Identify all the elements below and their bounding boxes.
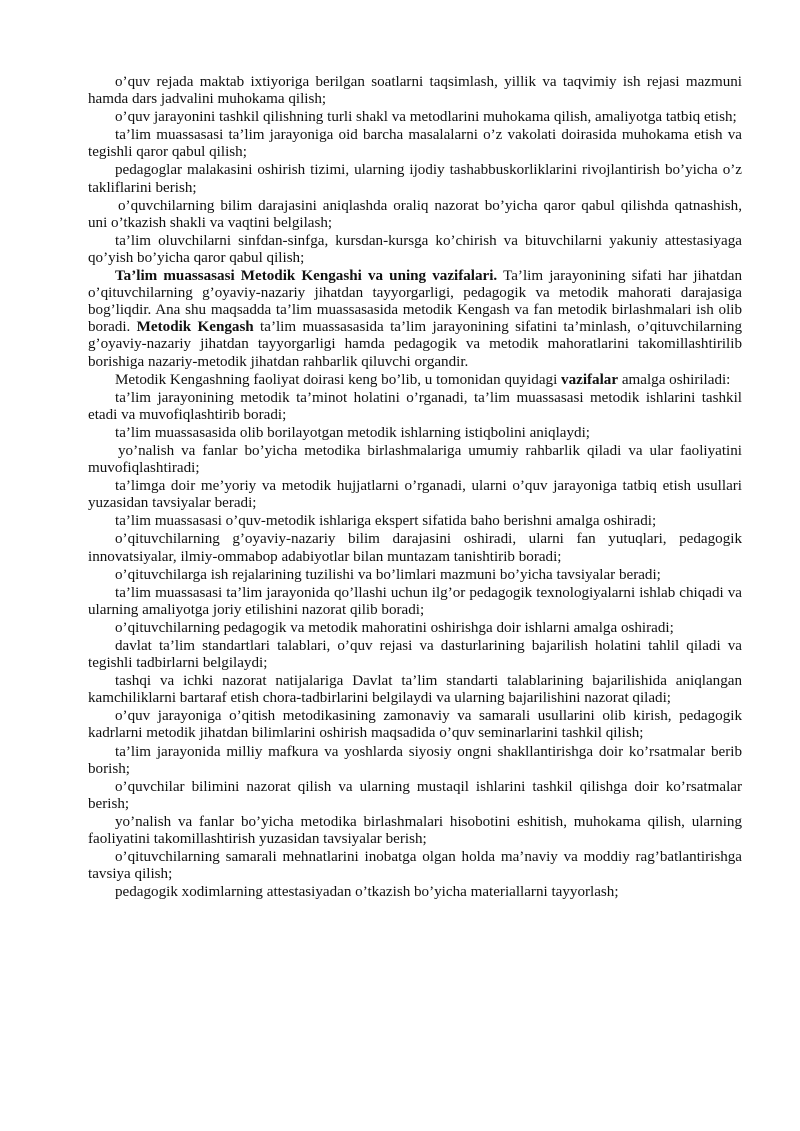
list-item: o’quvchilar bilimini nazorat qilish va ularning mustaqil ishlarini tashkil qilishga doir ko’rsatmalar berish;	[88, 778, 742, 812]
paragraph: pedagoglar malakasini oshirish tizimi, ularning ijodiy tashabbuskorliklarini rivojlantirish bo’yicha o’z takliflarini berish;	[88, 162, 742, 196]
paragraph: o’quv rejada maktab ixtiyoriga berilgan soatlarni taqsimlash, yillik va taqvimiy ish rejasi mazmuni hamda dars jadvalini muhokama qilish;	[88, 74, 742, 108]
paragraph-text: Metodik Kengashning faoliyat doirasi keng bo’lib, u tomonidan quyidagi	[115, 371, 562, 388]
list-item: pedagogik xodimlarning attestasiyadan o’tkazish bo’yicha materiallarni tayyorlash;	[115, 884, 619, 901]
list-item: ta’limga doir me’yoriy va metodik hujjatlarni o’rganadi, ularni o’quv jarayoniga tatbiq etish usullari yuzasidan tavsiyalar beradi;	[88, 478, 742, 512]
paragraph-text: amalga oshiriladi:	[618, 371, 731, 388]
paragraph-text: ta’lim muassasasida ta’lim jarayonining sifatini ta’minlash, o’qituvchilarning g’oyaviy-nazariy jihatdan tayyorgarligi hamda pedagogik va metodik mahoratlarini takomillashtirilib borishiga nazariy-metodik jihatdan rahbarlik qiluvchi organdir.	[88, 319, 742, 370]
list-item: o’quv jarayoniga o’qitish metodikasining zamonaviy va samarali usullarini olib kirish, pedagogik kadrlarni metodik jihatdan bilimlarini oshirish maqsadida o’quv seminarlarini tashkil qilish;	[88, 708, 742, 742]
list-item: ta’lim muassasasida olib borilayotgan metodik ishlarning istiqbolini aniqlaydi;	[115, 424, 590, 441]
list-item: o’qituvchilarga ish rejalarining tuzilishi va bo’limlari mazmuni bo’yicha tavsiyalar beradi;	[115, 566, 661, 583]
paragraph: o’quv jarayonini tashkil qilishning turli shakl va metodlarini muhokama qilish, amaliyotga tatbiq etish;	[115, 109, 737, 126]
paragraph: ta’lim oluvchilarni sinfdan-sinfga, kursdan-kursga ko’chirish va bituvchilarni yakuniy attestasiyaga qo’yish bo’yicha qaror qabul qilish;	[88, 232, 742, 266]
list-item: o’qituvchilarning pedagogik va metodik mahoratini oshirishga doir ishlarni amalga oshiradi;	[115, 619, 674, 636]
list-item: ta’lim muassasasi o’quv-metodik ishlariga ekspert sifatida baho berishni amalga oshiradi;	[115, 513, 657, 530]
list-item: davlat ta’lim standartlari talablari, o’quv rejasi va dasturlarining bajarilish holatini tahlil qiladi va tegishli tadbirlarni belgilaydi;	[88, 638, 742, 672]
paragraph: ta’lim muassasasi ta’lim jarayoniga oid barcha masalalarni o’z vakolati doirasida muhokama etish va tegishli qaror qabul qilish;	[88, 127, 742, 161]
section-heading: Ta’lim muassasasi Metodik Kengashi va uning vazifalari.	[115, 268, 498, 285]
list-item: o’qituvchilarning g’oyaviy-nazariy bilim darajasini oshiradi, ularni fan yutuqlari, pedagogik innovatsiyalar, ilmiy-ommabop adabiyotlar bilan muntazam tanishtirib boradi;	[88, 531, 742, 565]
list-item: o’qituvchilarning samarali mehnatlarini inobatga olgan holda ma’naviy va moddiy rag’batlantirishga tavsiya qilish;	[88, 849, 742, 883]
section-paragraph	[88, 268, 742, 371]
list-item: tashqi va ichki nazorat natijalariga Davlat ta’lim standarti talablarining bajarilishida aniqlangan kamchiliklarni bartaraf etish chora-tadbirlarini belgilaydi va ularning bajarilishini nazorat qiladi;	[88, 673, 742, 707]
list-item: yo’nalish va fanlar bo’yicha metodika birlashmalari hisobotini eshitish, muhokama qilish, ularning faoliyatini takomillashtirish yuzasidan tavsiyalar berish;	[88, 813, 742, 848]
key-term: Metodik Kengash	[136, 319, 254, 336]
document-page	[88, 74, 742, 902]
list-item: ta’lim jarayonida milliy mafkura va yoshlarda siyosiy ongni shakllantirishga doir ko’rsatmalar berib borish;	[88, 743, 742, 777]
paragraph: o’quvchilarning bilim darajasini aniqlashda oraliq nazorat bo’yicha qaror qabul qilishda qatnashish, uni o’tkazish shakli va vaqtini belgilash;	[88, 197, 742, 231]
paragraph	[88, 372, 742, 389]
list-item: ta’lim jarayonining metodik ta’minot holatini o’rganadi, ta’lim muassasasi metodik ishlarini tashkil etadi va muvofiqlashtirib boradi;	[88, 389, 742, 423]
key-term: vazifalar	[561, 371, 619, 388]
list-item: yo’nalish va fanlar bo’yicha metodika birlashmalariga umumiy rahbarlik qiladi va ular faoliyatini muvofiqlashtiradi;	[88, 442, 742, 477]
paragraph-text: Ta’lim jarayonining sifati har jihatdan o’qituvchilarning g’oyaviy-nazariy jihatdan tayyorgarligi, pedagogik va metodik mahorati darajasiga bog’liqdir. Ana shu maqsadda ta’lim muassasasida metodik Kengash va fan metodik birlashmalari ish olib boradi.	[88, 268, 742, 336]
list-item: ta’lim muassasasi ta’lim jarayonida qo’llashi uchun ilg’or pedagogik texnologiyalarni ishlab chiqadi va ularning amaliyotga joriy etilishini nazorat qilib boradi;	[88, 584, 742, 618]
